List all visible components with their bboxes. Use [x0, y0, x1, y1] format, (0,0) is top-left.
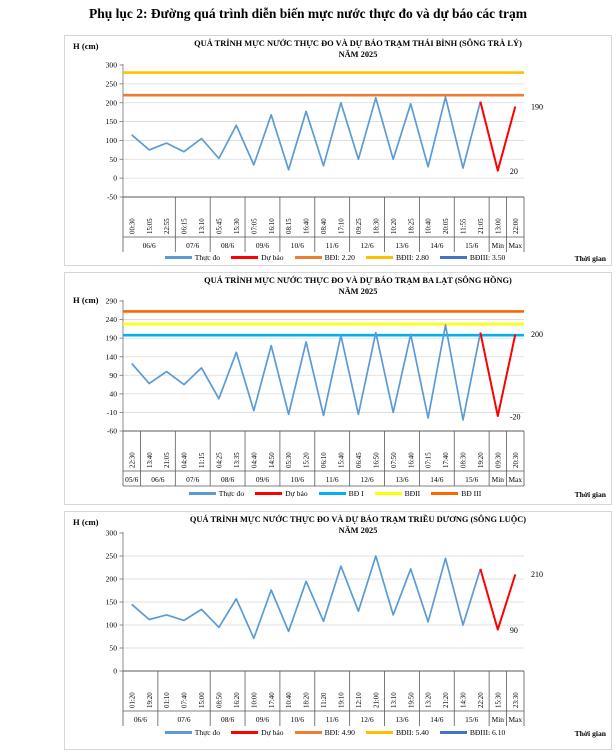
legend-label: Dự báo [285, 489, 308, 498]
svg-text:11/6: 11/6 [325, 241, 339, 250]
y-axis-unit-label: H (cm) [73, 517, 99, 527]
legend-line-swatch [295, 256, 322, 259]
svg-text:Min: Min [491, 715, 505, 724]
legend-label: BĐIII: 3.50 [469, 253, 506, 262]
svg-text:Max: Max [508, 715, 523, 724]
svg-text:100: 100 [105, 620, 117, 630]
svg-text:21:05: 21:05 [478, 218, 485, 234]
svg-text:22:00: 22:00 [512, 218, 520, 234]
svg-text:15/6: 15/6 [465, 715, 479, 724]
svg-text:250: 250 [105, 79, 117, 89]
svg-text:15:00: 15:00 [199, 692, 207, 708]
svg-text:200: 200 [105, 574, 117, 584]
svg-text:11:20: 11:20 [321, 692, 329, 708]
svg-text:19:20: 19:20 [478, 452, 485, 468]
legend-label: BĐIII: 6.10 [469, 728, 506, 737]
legend-line-swatch [255, 492, 282, 495]
svg-text:07/6: 07/6 [186, 241, 200, 250]
svg-text:15:40: 15:40 [338, 452, 346, 468]
chart-legend [105, 728, 565, 737]
svg-text:23:30: 23:30 [512, 692, 520, 708]
chart-legend [105, 489, 565, 498]
legend-label: BĐII: 2.80 [395, 253, 429, 262]
svg-text:-10: -10 [106, 408, 117, 418]
svg-text:22:20: 22:20 [478, 692, 485, 708]
svg-text:13:00: 13:00 [495, 218, 503, 234]
svg-text:14:30: 14:30 [460, 692, 468, 708]
svg-text:16:50: 16:50 [373, 452, 381, 468]
legend-line-swatch [440, 731, 467, 734]
svg-text:10/6: 10/6 [290, 241, 304, 250]
svg-text:12/6: 12/6 [360, 475, 374, 484]
svg-text:09:30: 09:30 [495, 452, 503, 468]
legend-item [440, 728, 505, 737]
svg-text:16:10: 16:10 [268, 218, 276, 234]
svg-text:210: 210 [531, 570, 543, 580]
svg-text:01:20: 01:20 [129, 692, 137, 708]
svg-text:190: 190 [531, 102, 543, 112]
legend-line-swatch [165, 731, 192, 734]
svg-text:300: 300 [105, 60, 117, 70]
svg-text:13:35: 13:35 [233, 452, 241, 468]
legend-item [231, 253, 283, 262]
svg-text:06:15: 06:15 [181, 218, 189, 234]
svg-text:11:55: 11:55 [460, 218, 468, 234]
legend-line-swatch [295, 731, 322, 734]
chart-title-line2: NĂM 2025 [338, 287, 378, 297]
svg-text:06/6: 06/6 [142, 241, 156, 250]
chart-plot [65, 297, 612, 489]
x-axis-label: Thời gian [574, 490, 606, 499]
svg-text:19:10: 19:10 [338, 692, 346, 708]
svg-text:06:10: 06:10 [321, 452, 329, 468]
legend-label: BĐ I [348, 489, 364, 498]
svg-text:0: 0 [113, 173, 117, 183]
legend-item [189, 489, 244, 498]
svg-text:13:20: 13:20 [425, 692, 433, 708]
svg-text:200: 200 [105, 98, 117, 108]
svg-text:20: 20 [509, 166, 518, 176]
svg-text:13:10: 13:10 [199, 218, 207, 234]
svg-text:08/6: 08/6 [221, 475, 235, 484]
legend-label: BĐII [404, 489, 421, 498]
svg-text:16:40: 16:40 [408, 452, 416, 468]
svg-text:05:45: 05:45 [216, 218, 224, 234]
legend-item [231, 728, 283, 737]
svg-text:15:05: 15:05 [146, 218, 154, 234]
svg-text:08:15: 08:15 [286, 218, 294, 234]
svg-text:17:40: 17:40 [443, 452, 451, 468]
svg-text:04:40: 04:40 [251, 452, 259, 468]
legend-line-swatch [366, 731, 393, 734]
svg-text:16:40: 16:40 [303, 218, 311, 234]
svg-text:290: 290 [105, 296, 117, 306]
svg-text:07/6: 07/6 [186, 475, 200, 484]
svg-text:50: 50 [109, 643, 117, 653]
svg-text:13:10: 13:10 [390, 692, 398, 708]
svg-text:18:30: 18:30 [373, 218, 381, 234]
svg-text:200: 200 [531, 330, 543, 340]
svg-text:06:45: 06:45 [356, 452, 363, 468]
legend-line-swatch [375, 492, 402, 495]
svg-text:20:05: 20:05 [443, 218, 451, 234]
svg-text:22:30: 22:30 [129, 452, 137, 468]
svg-text:150: 150 [105, 117, 117, 127]
svg-text:17:10: 17:10 [338, 218, 346, 234]
svg-text:19:50: 19:50 [408, 692, 416, 708]
svg-text:19:20: 19:20 [146, 692, 154, 708]
svg-text:21:20: 21:20 [443, 692, 451, 708]
legend-item [440, 253, 505, 262]
legend-line-swatch [165, 256, 192, 259]
svg-text:08:40: 08:40 [321, 218, 329, 234]
svg-text:07:15: 07:15 [425, 452, 433, 468]
svg-text:08:30: 08:30 [460, 452, 468, 468]
legend-item [366, 253, 429, 262]
svg-text:13/6: 13/6 [395, 715, 409, 724]
svg-text:13/6: 13/6 [395, 241, 409, 250]
chart-title-line2: NĂM 2025 [338, 526, 378, 536]
svg-text:06/6: 06/6 [151, 475, 165, 484]
svg-text:07/6: 07/6 [177, 715, 191, 724]
svg-text:09/6: 09/6 [255, 475, 270, 484]
legend-label: BĐII: 5.40 [395, 728, 429, 737]
legend-label: Thực đo [194, 253, 221, 262]
legend-line-swatch [189, 492, 216, 495]
x-axis-label: Thời gian [574, 729, 606, 738]
svg-text:00:30: 00:30 [129, 218, 137, 234]
svg-text:14/6: 14/6 [430, 241, 444, 250]
svg-text:10/6: 10/6 [290, 475, 304, 484]
svg-text:15:30: 15:30 [233, 218, 241, 234]
svg-text:14:50: 14:50 [268, 452, 276, 468]
chart-legend [105, 253, 565, 262]
svg-text:16:20: 16:20 [233, 692, 241, 708]
x-axis-label: Thời gian [574, 254, 606, 263]
chart-title-line1: QUÁ TRÌNH MỰC NƯỚC THỰC ĐO VÀ DỰ BÁO TRẠM BA LẠT (SÔNG HỒNG) [204, 276, 512, 285]
svg-text:07:05: 07:05 [251, 218, 259, 234]
legend-line-swatch [366, 256, 393, 259]
svg-text:05/6: 05/6 [125, 475, 139, 484]
svg-text:Max: Max [508, 475, 523, 484]
svg-text:12/6: 12/6 [360, 241, 374, 250]
svg-text:06/6: 06/6 [133, 715, 148, 724]
y-axis-unit-label: H (cm) [73, 41, 99, 51]
legend-line-swatch [319, 492, 346, 495]
svg-text:11/6: 11/6 [325, 475, 339, 484]
chart-title-line1: QUÁ TRÌNH MỰC NƯỚC THỰC ĐO VÀ DỰ BÁO TRẠM THÁI BÌNH (SÔNG TRÀ LÝ) [194, 39, 522, 48]
legend-label: BĐI: 4.90 [324, 728, 355, 737]
chart-plot [65, 529, 612, 729]
svg-text:Min: Min [491, 241, 505, 250]
svg-text:-20: -20 [509, 412, 521, 422]
svg-text:40: 40 [109, 389, 117, 399]
chart-title-line2: NĂM 2025 [338, 50, 378, 60]
chart-panel-thai-binh [64, 35, 612, 266]
svg-text:140: 140 [105, 352, 117, 362]
svg-text:09/6: 09/6 [255, 241, 270, 250]
svg-text:10:40: 10:40 [425, 218, 433, 234]
svg-text:90: 90 [109, 370, 117, 380]
svg-text:11:15: 11:15 [199, 452, 207, 468]
legend-label: Thực đo [218, 489, 245, 498]
svg-text:0: 0 [113, 666, 117, 676]
svg-text:15:20: 15:20 [303, 452, 311, 468]
legend-item [295, 253, 355, 262]
chart-title-line1: QUÁ TRÌNH MỰC NƯỚC THỰC ĐO VÀ DỰ BÁO TRẠM TRIỀU DƯƠNG (SÔNG LUỘC) [189, 515, 527, 524]
svg-text:300: 300 [105, 528, 117, 538]
svg-text:150: 150 [105, 597, 117, 607]
chart-panel-trieu-duong [64, 511, 612, 750]
svg-text:Max: Max [508, 241, 523, 250]
svg-text:09/6: 09/6 [255, 715, 270, 724]
svg-text:10:20: 10:20 [390, 218, 398, 234]
svg-text:07:40: 07:40 [181, 692, 189, 708]
svg-text:15/6: 15/6 [465, 475, 479, 484]
svg-text:08/6: 08/6 [221, 241, 235, 250]
legend-label: BĐI: 2.20 [324, 253, 355, 262]
chart-title [109, 38, 607, 60]
legend-item [295, 728, 355, 737]
svg-text:18:25: 18:25 [408, 218, 416, 234]
legend-line-swatch [231, 731, 258, 734]
legend-item [165, 728, 220, 737]
svg-text:20:30: 20:30 [512, 452, 520, 468]
svg-text:17:40: 17:40 [268, 692, 276, 708]
svg-text:13:40: 13:40 [146, 452, 154, 468]
legend-label: Dự báo [261, 253, 284, 262]
svg-text:240: 240 [105, 315, 117, 325]
svg-text:18:20: 18:20 [303, 692, 311, 708]
svg-text:08:50: 08:50 [216, 692, 224, 708]
svg-text:04:40: 04:40 [181, 452, 189, 468]
svg-text:11/6: 11/6 [325, 715, 339, 724]
svg-text:05:30: 05:30 [286, 452, 294, 468]
legend-item [366, 728, 429, 737]
svg-text:250: 250 [105, 551, 117, 561]
svg-text:14/6: 14/6 [430, 715, 444, 724]
y-axis-unit-label: H (cm) [73, 295, 99, 305]
svg-text:15/6: 15/6 [465, 241, 479, 250]
legend-line-swatch [440, 256, 467, 259]
legend-item [255, 489, 307, 498]
svg-text:08/6: 08/6 [221, 715, 235, 724]
chart-plot [65, 61, 612, 255]
chart-panel-ba-lat [64, 272, 612, 505]
svg-text:09:25: 09:25 [356, 218, 363, 234]
svg-text:12/6: 12/6 [360, 715, 374, 724]
svg-text:04:25: 04:25 [216, 452, 224, 468]
svg-text:01:10: 01:10 [164, 692, 172, 708]
svg-text:100: 100 [105, 136, 117, 146]
svg-text:10/6: 10/6 [290, 715, 304, 724]
svg-text:21:00: 21:00 [373, 692, 381, 708]
legend-line-swatch [431, 492, 458, 495]
svg-text:13/6: 13/6 [395, 475, 409, 484]
legend-item [319, 489, 364, 498]
svg-text:50: 50 [109, 154, 117, 164]
legend-item [165, 253, 220, 262]
page-title: Phụ lục 2: Đường quá trình diễn biến mực nước thực đo và dự báo các trạm [89, 6, 527, 21]
svg-text:07:50: 07:50 [390, 452, 398, 468]
svg-text:21:05: 21:05 [164, 452, 172, 468]
legend-label: Thực đo [194, 728, 221, 737]
legend-label: Dự báo [261, 728, 284, 737]
svg-text:10:00: 10:00 [251, 692, 259, 708]
legend-item [375, 489, 421, 498]
svg-text:90: 90 [509, 625, 518, 635]
svg-text:Min: Min [491, 475, 505, 484]
legend-line-swatch [231, 256, 258, 259]
legend-label: BĐ III [461, 489, 482, 498]
chart-title [109, 275, 607, 297]
svg-text:12:10: 12:10 [356, 692, 363, 708]
svg-text:15:30: 15:30 [495, 692, 503, 708]
legend-item [431, 489, 481, 498]
svg-text:-50: -50 [106, 192, 117, 202]
svg-text:14/6: 14/6 [430, 475, 444, 484]
svg-text:190: 190 [105, 333, 117, 343]
svg-text:10:40: 10:40 [286, 692, 294, 708]
svg-text:-60: -60 [106, 426, 117, 436]
svg-text:22:55: 22:55 [164, 218, 172, 234]
